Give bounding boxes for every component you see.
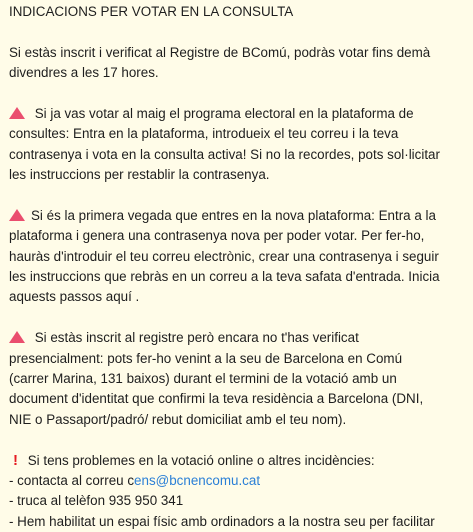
spacer bbox=[9, 186, 464, 206]
section1-line-3: contrasenya i vota en la consulta activa! Si no la recordes, pots sol·licitar bbox=[9, 146, 440, 162]
contact-prefix: - contacta al correu c bbox=[9, 472, 135, 488]
section3-line-4: document d'identitat que confirmi la teva residència a Barcelona (DNI, bbox=[9, 391, 424, 407]
heading: INDICACIONS PER VOTAR EN LA CONSULTA bbox=[9, 4, 294, 19]
section3-line-3: (carrer Marina, 131 baixos) durant el termini de la votació amb un bbox=[9, 371, 397, 387]
red-exclamation-icon: ! bbox=[13, 451, 18, 469]
section1-line-2: consultes: Entra en la plataforma, introdueix el teu correu i la teva bbox=[9, 126, 399, 142]
email-link[interactable]: ens@bcnencomu.cat bbox=[134, 472, 261, 488]
spacer bbox=[9, 308, 464, 328]
intro-line-1: Si estàs inscrit i verificat al Registre de BComú, podràs votar fins demà bbox=[9, 44, 431, 60]
section1-line-4: les instruccions per restablir la contrasenya. bbox=[9, 167, 270, 183]
contact-line bbox=[9, 471, 464, 491]
red-triangle-icon bbox=[9, 209, 25, 221]
section2-line-3: hauràs d'introduir el teu correu electrònic, crear una contrasenya i seguir bbox=[9, 248, 439, 264]
section4-text-1: Si tens problemes en la votació online o altres incidències: bbox=[24, 452, 375, 468]
section4-line-1 bbox=[9, 451, 464, 471]
spacer bbox=[9, 430, 464, 450]
section2-line-1 bbox=[9, 206, 464, 226]
section2-line-5: aquests passos aquí . bbox=[9, 289, 140, 305]
section2-line-2: plataforma i genera una contrasenya nova per poder votar. Per fer-ho, bbox=[9, 228, 425, 244]
intro-line-2: divendres a les 17 hores. bbox=[9, 65, 159, 81]
phone-line: - truca al telèfon 935 950 341 bbox=[9, 493, 184, 509]
red-triangle-icon bbox=[9, 107, 25, 119]
section1-line-1 bbox=[9, 104, 464, 124]
spacer bbox=[9, 22, 464, 42]
section3-line-5: NIE o Passaport/padró/ rebut domiciliat amb el teu nom). bbox=[9, 411, 347, 427]
section1-text-1: Si ja vas votar al maig el programa electoral en la plataforma de bbox=[31, 105, 414, 121]
red-triangle-icon bbox=[9, 331, 25, 343]
space-line: - Hem habilitat un espai físic amb ordinadors a la nostra seu per facilitar bbox=[9, 513, 435, 529]
section3-line-2: presencialment: pots fer-ho venint a la seu de Barcelona en Comú bbox=[9, 350, 403, 366]
section3-line-1 bbox=[9, 328, 464, 348]
section2-line-4: les instruccions que rebràs en un correu a la teva safata d'entrada. Inicia bbox=[9, 269, 440, 285]
section3-text-1: Si estàs inscrit al registre però encara no t'has verificat bbox=[31, 330, 359, 346]
section2-text-1: Si és la primera vegada que entres en la nova plataforma: Entra a la bbox=[31, 207, 436, 223]
spacer bbox=[9, 84, 464, 104]
